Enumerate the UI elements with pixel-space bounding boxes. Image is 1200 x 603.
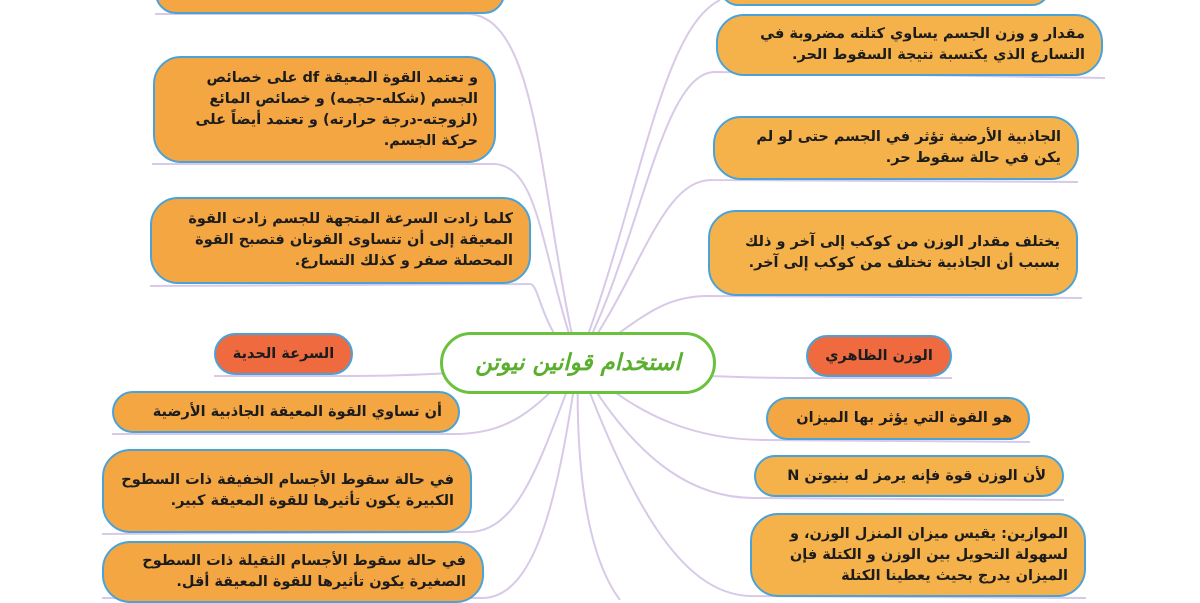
node-text: الموازين: يقيس ميزان المنزل الوزن، و لسهولة التحويل بين الوزن و الكتلة فإن الميزان يدرج بحيث يعطينا الكتلة bbox=[789, 525, 1068, 584]
node-right-partial[interactable] bbox=[720, 0, 1050, 6]
node-drag-equals-gravity[interactable] bbox=[112, 391, 460, 433]
node-text: الوزن الظاهري bbox=[825, 347, 933, 364]
node-gravity-affects[interactable] bbox=[713, 116, 1079, 180]
node-text: في حالة سقوط الأجسام الخفيفة ذات السطوح الكبيرة يكون تأثيرها للقوة المعيقة كبير. bbox=[121, 472, 454, 509]
node-drag-force-properties[interactable] bbox=[153, 56, 496, 163]
central-topic-title: استخدام قوانين نيوتن bbox=[475, 350, 681, 376]
node-weight-definition[interactable] bbox=[716, 14, 1103, 76]
node-text: في حالة سقوط الأجسام الثقيلة ذات السطوح الصغيرة يكون تأثيرها للقوة المعيقة أقل. bbox=[142, 553, 466, 590]
node-text: و تعتمد القوة المعيقة df على خصائص الجسم (شكله-حجمه) و خصائص المائع (لزوجته-درجة حرارته) و تعتمد أيضاً على حركة الجسم. bbox=[195, 69, 478, 149]
node-scale-force[interactable] bbox=[766, 397, 1030, 440]
node-velocity-increase[interactable] bbox=[150, 197, 531, 284]
node-light-objects[interactable] bbox=[102, 449, 472, 533]
node-text: كلما زادت السرعة المتجهة للجسم زادت القوة المعيقة إلى أن تتساوى القوتان فتصبح القوة المحصلة صفر و كذلك التسارع. bbox=[188, 211, 513, 269]
link-bottom bbox=[578, 362, 620, 600]
node-text: أن تساوي القوة المعيقة الجاذبية الأرضية bbox=[152, 403, 442, 420]
node-weight-varies[interactable] bbox=[708, 210, 1078, 296]
node-text: مقدار و وزن الجسم يساوي كتلته مضروبة في التسارع الذي يكتسبة نتيجة السقوط الحر. bbox=[760, 26, 1085, 63]
node-left-partial[interactable] bbox=[155, 0, 505, 14]
link-right-top bbox=[578, 0, 720, 362]
node-scales[interactable] bbox=[750, 513, 1086, 597]
node-text: السرعة الحدية bbox=[232, 345, 335, 362]
node-terminal-velocity[interactable] bbox=[214, 333, 353, 375]
node-text: الجاذبية الأرضية تؤثر في الجسم حتى لو لم يكن في حالة سقوط حر. bbox=[756, 129, 1061, 166]
node-apparent-weight[interactable] bbox=[806, 335, 952, 377]
node-text: هو القوة التي يؤثر بها الميزان bbox=[796, 410, 1012, 426]
node-heavy-objects[interactable] bbox=[102, 541, 484, 603]
central-topic[interactable] bbox=[440, 332, 716, 394]
node-newton-unit[interactable] bbox=[754, 455, 1064, 497]
node-text: يختلف مقدار الوزن من كوكب إلى آخر و ذلك بسبب أن الجاذبية تختلف من كوكب إلى آخر. bbox=[745, 234, 1060, 271]
node-text: لأن الوزن قوة فإنه يرمز له بنيوتن N bbox=[787, 467, 1046, 484]
